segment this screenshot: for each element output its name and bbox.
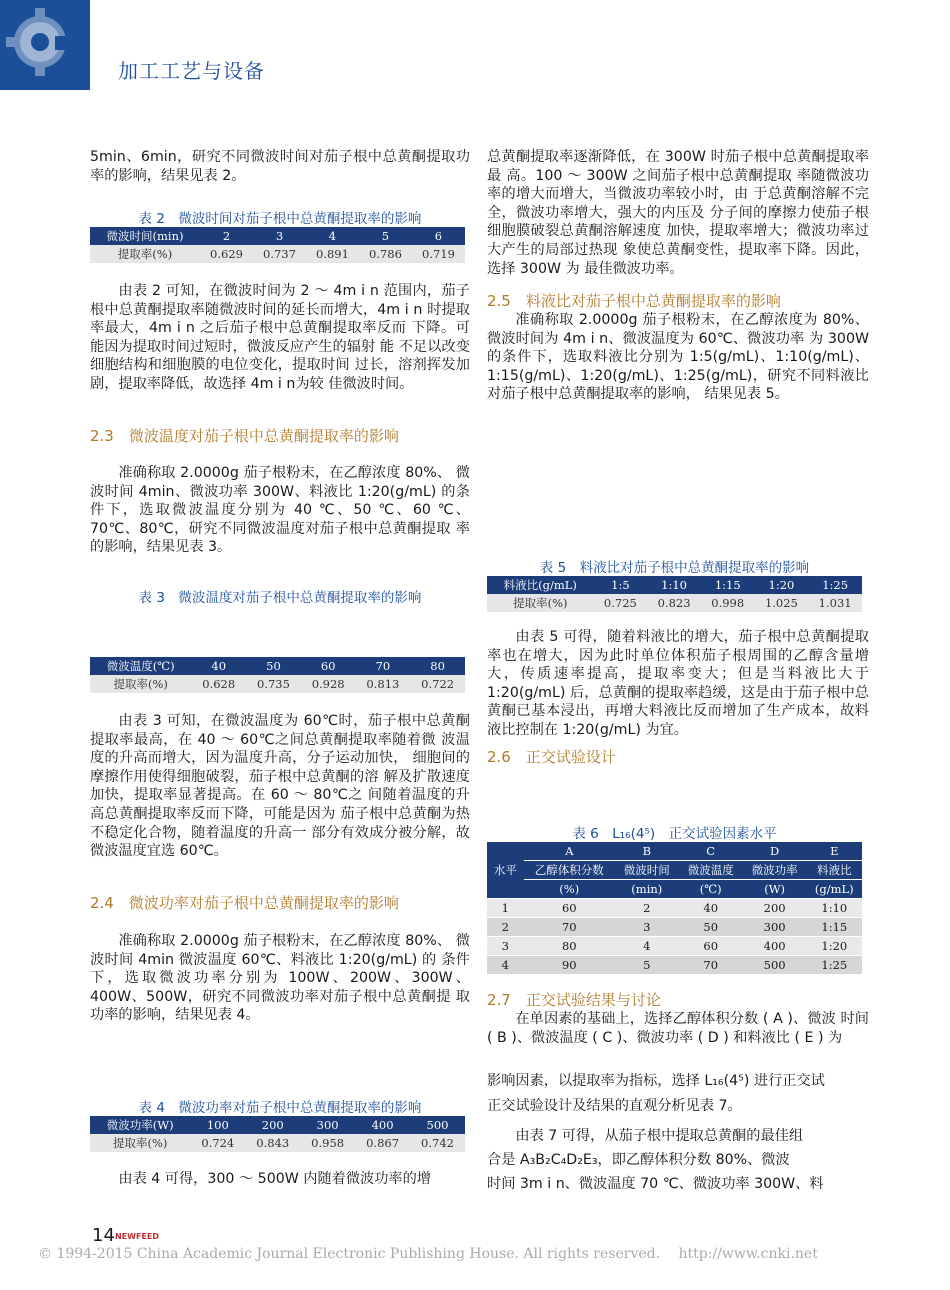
table-header-cell: 300 — [300, 1116, 355, 1134]
table-cell: 1:10 — [807, 899, 862, 918]
section-title: 加工工艺与设备 — [118, 59, 265, 83]
left-p3: 准确称取 2.0000g 茄子根粉末，在乙醇浓度 80%、 微波时间 4min、微波功率 300W、料液比 1:20(g/mL) 的条件下，选取微波温度分别为 40 ℃、50 ℃、60 ℃、70℃、80℃，研究不同微波温度对茄子根中总黄酮提取 率的影响，结果见表 3。 — [90, 465, 470, 556]
table-header-cell: 60 — [301, 657, 356, 675]
table-header-cell: A — [524, 842, 615, 861]
table-cell: 1:15 — [807, 918, 862, 937]
table-header-cell: (g/mL) — [807, 880, 862, 899]
table-cell: 提取率(%) — [90, 675, 191, 693]
table-header-cell: 微波时间(min) — [90, 227, 200, 245]
table-cell: 0.823 — [647, 594, 701, 612]
table-cell: 200 — [743, 899, 807, 918]
right-p7: 由表 7 可得，从茄子根中提取总黄酮的最佳组 合是 A₃B₂C₄D₂E₃，即乙醇体积分数 80%、微波 时间 3m i n、微波温度 70 ℃、微波功率 300W、料 — [487, 1128, 824, 1192]
table-header-cell: 水平 — [487, 842, 524, 899]
table-cell: 提取率(%) — [90, 1134, 190, 1152]
table-cell: 1.031 — [808, 594, 862, 612]
right-p6: 正交试验设计及结果的直观分析见表 7。 — [487, 1098, 742, 1114]
table-header-cell: 乙醇体积分数 — [524, 861, 615, 880]
table-header-cell: (℃) — [679, 880, 743, 899]
table-cell: 提取率(%) — [487, 594, 594, 612]
table-header-cell: 200 — [245, 1116, 300, 1134]
table-cell: 40 — [679, 899, 743, 918]
table2-caption: 表 2 微波时间对茄子根中总黄酮提取率的影响 — [138, 211, 422, 227]
table-cell: 0.998 — [701, 594, 755, 612]
table-header-cell: 400 — [355, 1116, 410, 1134]
table-header-cell: 1:15 — [701, 576, 755, 594]
table-cell: 1.025 — [755, 594, 809, 612]
table-cell: 0.928 — [301, 675, 356, 693]
table-cell: 4 — [487, 956, 524, 975]
table-header-cell: 3 — [253, 227, 306, 245]
table-header-cell: 5 — [359, 227, 412, 245]
table-cell: 0.843 — [245, 1134, 300, 1152]
table-cell: 4 — [615, 937, 679, 956]
table6-caption: 表 6 L₁₆(4⁵) 正交试验因素水平 — [572, 826, 777, 842]
table-header-cell: 6 — [412, 227, 465, 245]
table-cell: 0.724 — [190, 1134, 245, 1152]
table2 — [90, 227, 465, 263]
table-row — [487, 899, 862, 918]
table-header-cell: 70 — [356, 657, 411, 675]
gear-icon — [0, 0, 90, 90]
table6 — [487, 842, 862, 975]
table-cell: 0.786 — [359, 245, 412, 263]
table-header-cell: 微波时间 — [615, 861, 679, 880]
table-cell: 0.719 — [412, 245, 465, 263]
left-p6: 由表 4 可得，300 ～ 500W 内随着微波功率的增 — [118, 1171, 431, 1187]
left-p4: 由表 3 可知，在微波温度为 60℃时，茄子根中总黄酮提取率最高，在 40 ～ 60℃之间总黄酮提取率随着微 波温度的升高而增大，因为温度升高，分子运动加快， 细胞间的摩擦作用使得细胞破裂，茄子根中总黄酮的溶 解及扩散速度加快，提取率显著提高。在 60 ～ 80℃之 间随着温度的升高总黄酮提取率反而下降，可能是因为 茄子根中总黄酮为热不稳定化合物，随着温度的升高一 部分有效成分被分解，故微波温度宜选 60℃。 — [90, 713, 470, 860]
right-p1: 总黄酮提取率逐渐降低，在 300W 时茄子根中总黄酮提取率最 高。100 ～ 300W 之间茄子根中总黄酮提取 率随微波功率的增大而增大，当微波功率较小时，由 于总黄酮溶解不完全，微波功率增大，强大的内压及 分子间的摩擦力使茄子根细胞膜破裂总黄酮溶解速度 加快，提取率增大；微波功率过大产生的局部过热现 象使总黄酮变性，提取率下降。因此，选择 300W 为 最佳微波功率。 — [487, 149, 869, 277]
right-p5: 影响因素，以提取率为指标，选择 L₁₆(4⁵) 进行正交试 — [487, 1073, 825, 1089]
table-cell: 1 — [487, 899, 524, 918]
heading-2-6: 2.6 正交试验设计 — [487, 748, 616, 766]
table-header-cell: E — [807, 842, 862, 861]
table-cell: 3 — [615, 918, 679, 937]
table-header-cell: 微波温度 — [679, 861, 743, 880]
table-cell: 2 — [615, 899, 679, 918]
table-header-cell: (min) — [615, 880, 679, 899]
table-cell: 2 — [487, 918, 524, 937]
table-header-cell: 50 — [246, 657, 301, 675]
table-cell: 0.813 — [356, 675, 411, 693]
table-cell: 0.737 — [253, 245, 306, 263]
table-header-cell: (W) — [743, 880, 807, 899]
table-header-cell: 1:10 — [647, 576, 701, 594]
table-header-cell: 1:25 — [808, 576, 862, 594]
table-cell: 提取率(%) — [90, 245, 200, 263]
table4 — [90, 1116, 465, 1152]
left-p5: 准确称取 2.0000g 茄子根粉末，在乙醇浓度 80%、 微波时间 4min 微波温度 60℃、料液比 1:20(g/mL) 的 条件下，选取微波功率分别为 100W、200W、300W、400W、500W，研究不同微波功率对茄子根中总黄酮提 取功率的影响，结果见表 4。 — [90, 933, 470, 1024]
table-cell: 3 — [487, 937, 524, 956]
table-cell: 1:20 — [807, 937, 862, 956]
table-cell: 90 — [524, 956, 615, 975]
table-cell: 500 — [743, 956, 807, 975]
right-p3: 由表 5 可得，随着料液比的增大，茄子根中总黄酮提取率也在增大，因为此时单位体积茄子根周围的乙醇含量增大，传质速率提高，提取率变大；但是当料液比大于 1:20(g/mL) 后，总黄酮的提取率趋缓，这是由于茄子根中总黄酮已基本浸出，再增大料液比反而增加了生产成本，故料液比控制在 1:20(g/mL) 为宜。 — [487, 629, 869, 738]
table-row — [487, 918, 862, 937]
table-cell: 0.867 — [355, 1134, 410, 1152]
table-header-cell: 40 — [191, 657, 246, 675]
table-cell: 60 — [524, 899, 615, 918]
table-cell: 300 — [743, 918, 807, 937]
table-cell: 70 — [679, 956, 743, 975]
table-header-cell: 1:5 — [594, 576, 648, 594]
table-header-cell: 料液比(g/mL) — [487, 576, 594, 594]
table-cell: 50 — [679, 918, 743, 937]
table-cell: 70 — [524, 918, 615, 937]
table-header-cell: 料液比 — [807, 861, 862, 880]
heading-2-4: 2.4 微波功率对茄子根中总黄酮提取率的影响 — [90, 894, 399, 912]
table3 — [90, 657, 465, 693]
table-header-cell: B — [615, 842, 679, 861]
table-cell: 0.742 — [410, 1134, 465, 1152]
heading-2-5: 2.5 料液比对茄子根中总黄酮提取率的影响 — [487, 292, 781, 310]
heading-2-3: 2.3 微波温度对茄子根中总黄酮提取率的影响 — [90, 427, 399, 445]
table-cell: 0.725 — [594, 594, 648, 612]
table-cell: 0.958 — [300, 1134, 355, 1152]
table-cell: 0.735 — [246, 675, 301, 693]
journal-logo — [0, 0, 90, 90]
table-cell: 60 — [679, 937, 743, 956]
copyright-notice: © 1994-2015 China Academic Journal Electronic Publishing House. All rights reserved. http://www.cnki.net — [38, 1246, 818, 1262]
table-cell: 0.722 — [410, 675, 465, 693]
table-header-cell: 4 — [306, 227, 359, 245]
table-cell: 0.628 — [191, 675, 246, 693]
table-cell: 1:25 — [807, 956, 862, 975]
table-cell: 5 — [615, 956, 679, 975]
table-header-cell: 微波温度(℃) — [90, 657, 191, 675]
table-cell: 0.891 — [306, 245, 359, 263]
table-header-cell: D — [743, 842, 807, 861]
table-header-cell: 500 — [410, 1116, 465, 1134]
table5-caption: 表 5 料液比对茄子根中总黄酮提取率的影响 — [539, 560, 810, 576]
table-cell: 400 — [743, 937, 807, 956]
table4-caption: 表 4 微波功率对茄子根中总黄酮提取率的影响 — [138, 1100, 422, 1116]
table-row — [487, 956, 862, 975]
brand-mark: NEWFEED — [115, 1232, 160, 1241]
right-p2: 准确称取 2.0000g 茄子根粉末，在乙醇浓度为 80%、微波时间为 4m i n、微波温度为 60℃、微波功率 为 300W 的条件下，选取料液比分别为 1:5(g/mL)、1:10(g/mL)、1:15(g/mL)、1:20(g/mL)、1:25(g/mL)，研究不同料液比对茄子根中总黄酮提取率的影响， 结果见表 5。 — [487, 312, 869, 403]
right-p4: 在单因素的基础上，选择乙醇体积分数 ( A )、微波 时间 ( B )、微波温度 ( C )、微波功率 ( D ) 和料液比 ( E ) 为 — [487, 1011, 869, 1046]
left-p2: 由表 2 可知，在微波时间为 2 ～ 4m i n 范围内，茄子根中总黄酮提取率随微波时间的延长而增大，4m i n 时提取率最大，4m i n 之后茄子根中总黄酮提取率反而 下降。可能因为提取时间过短时，微波反应产生的辐射 能 不足以改变细胞结构和细胞膜的电位变化，提取时间 过长，溶剂挥发加剧，提取率降低，故选择 4m i n为较 佳微波时间。 — [90, 283, 470, 392]
heading-2-7: 2.7 正交试验结果与讨论 — [487, 991, 661, 1009]
table-header-cell: 80 — [410, 657, 465, 675]
table-header-cell: 微波功率 — [743, 861, 807, 880]
table-header-cell: (%) — [524, 880, 615, 899]
table5 — [487, 576, 862, 612]
table-header-cell: C — [679, 842, 743, 861]
page-number: 14 — [92, 1225, 115, 1246]
table-cell: 80 — [524, 937, 615, 956]
table-cell: 0.629 — [200, 245, 253, 263]
table-header-cell: 1:20 — [755, 576, 809, 594]
table-header-cell: 微波功率(W) — [90, 1116, 190, 1134]
table-row — [487, 937, 862, 956]
table-header-cell: 100 — [190, 1116, 245, 1134]
left-p1: 5min、6min，研究不同微波时间对茄子根中总黄酮提取功率的影响，结果见表 2。 — [90, 149, 470, 184]
table3-caption: 表 3 微波温度对茄子根中总黄酮提取率的影响 — [138, 590, 422, 606]
table-header-cell: 2 — [200, 227, 253, 245]
